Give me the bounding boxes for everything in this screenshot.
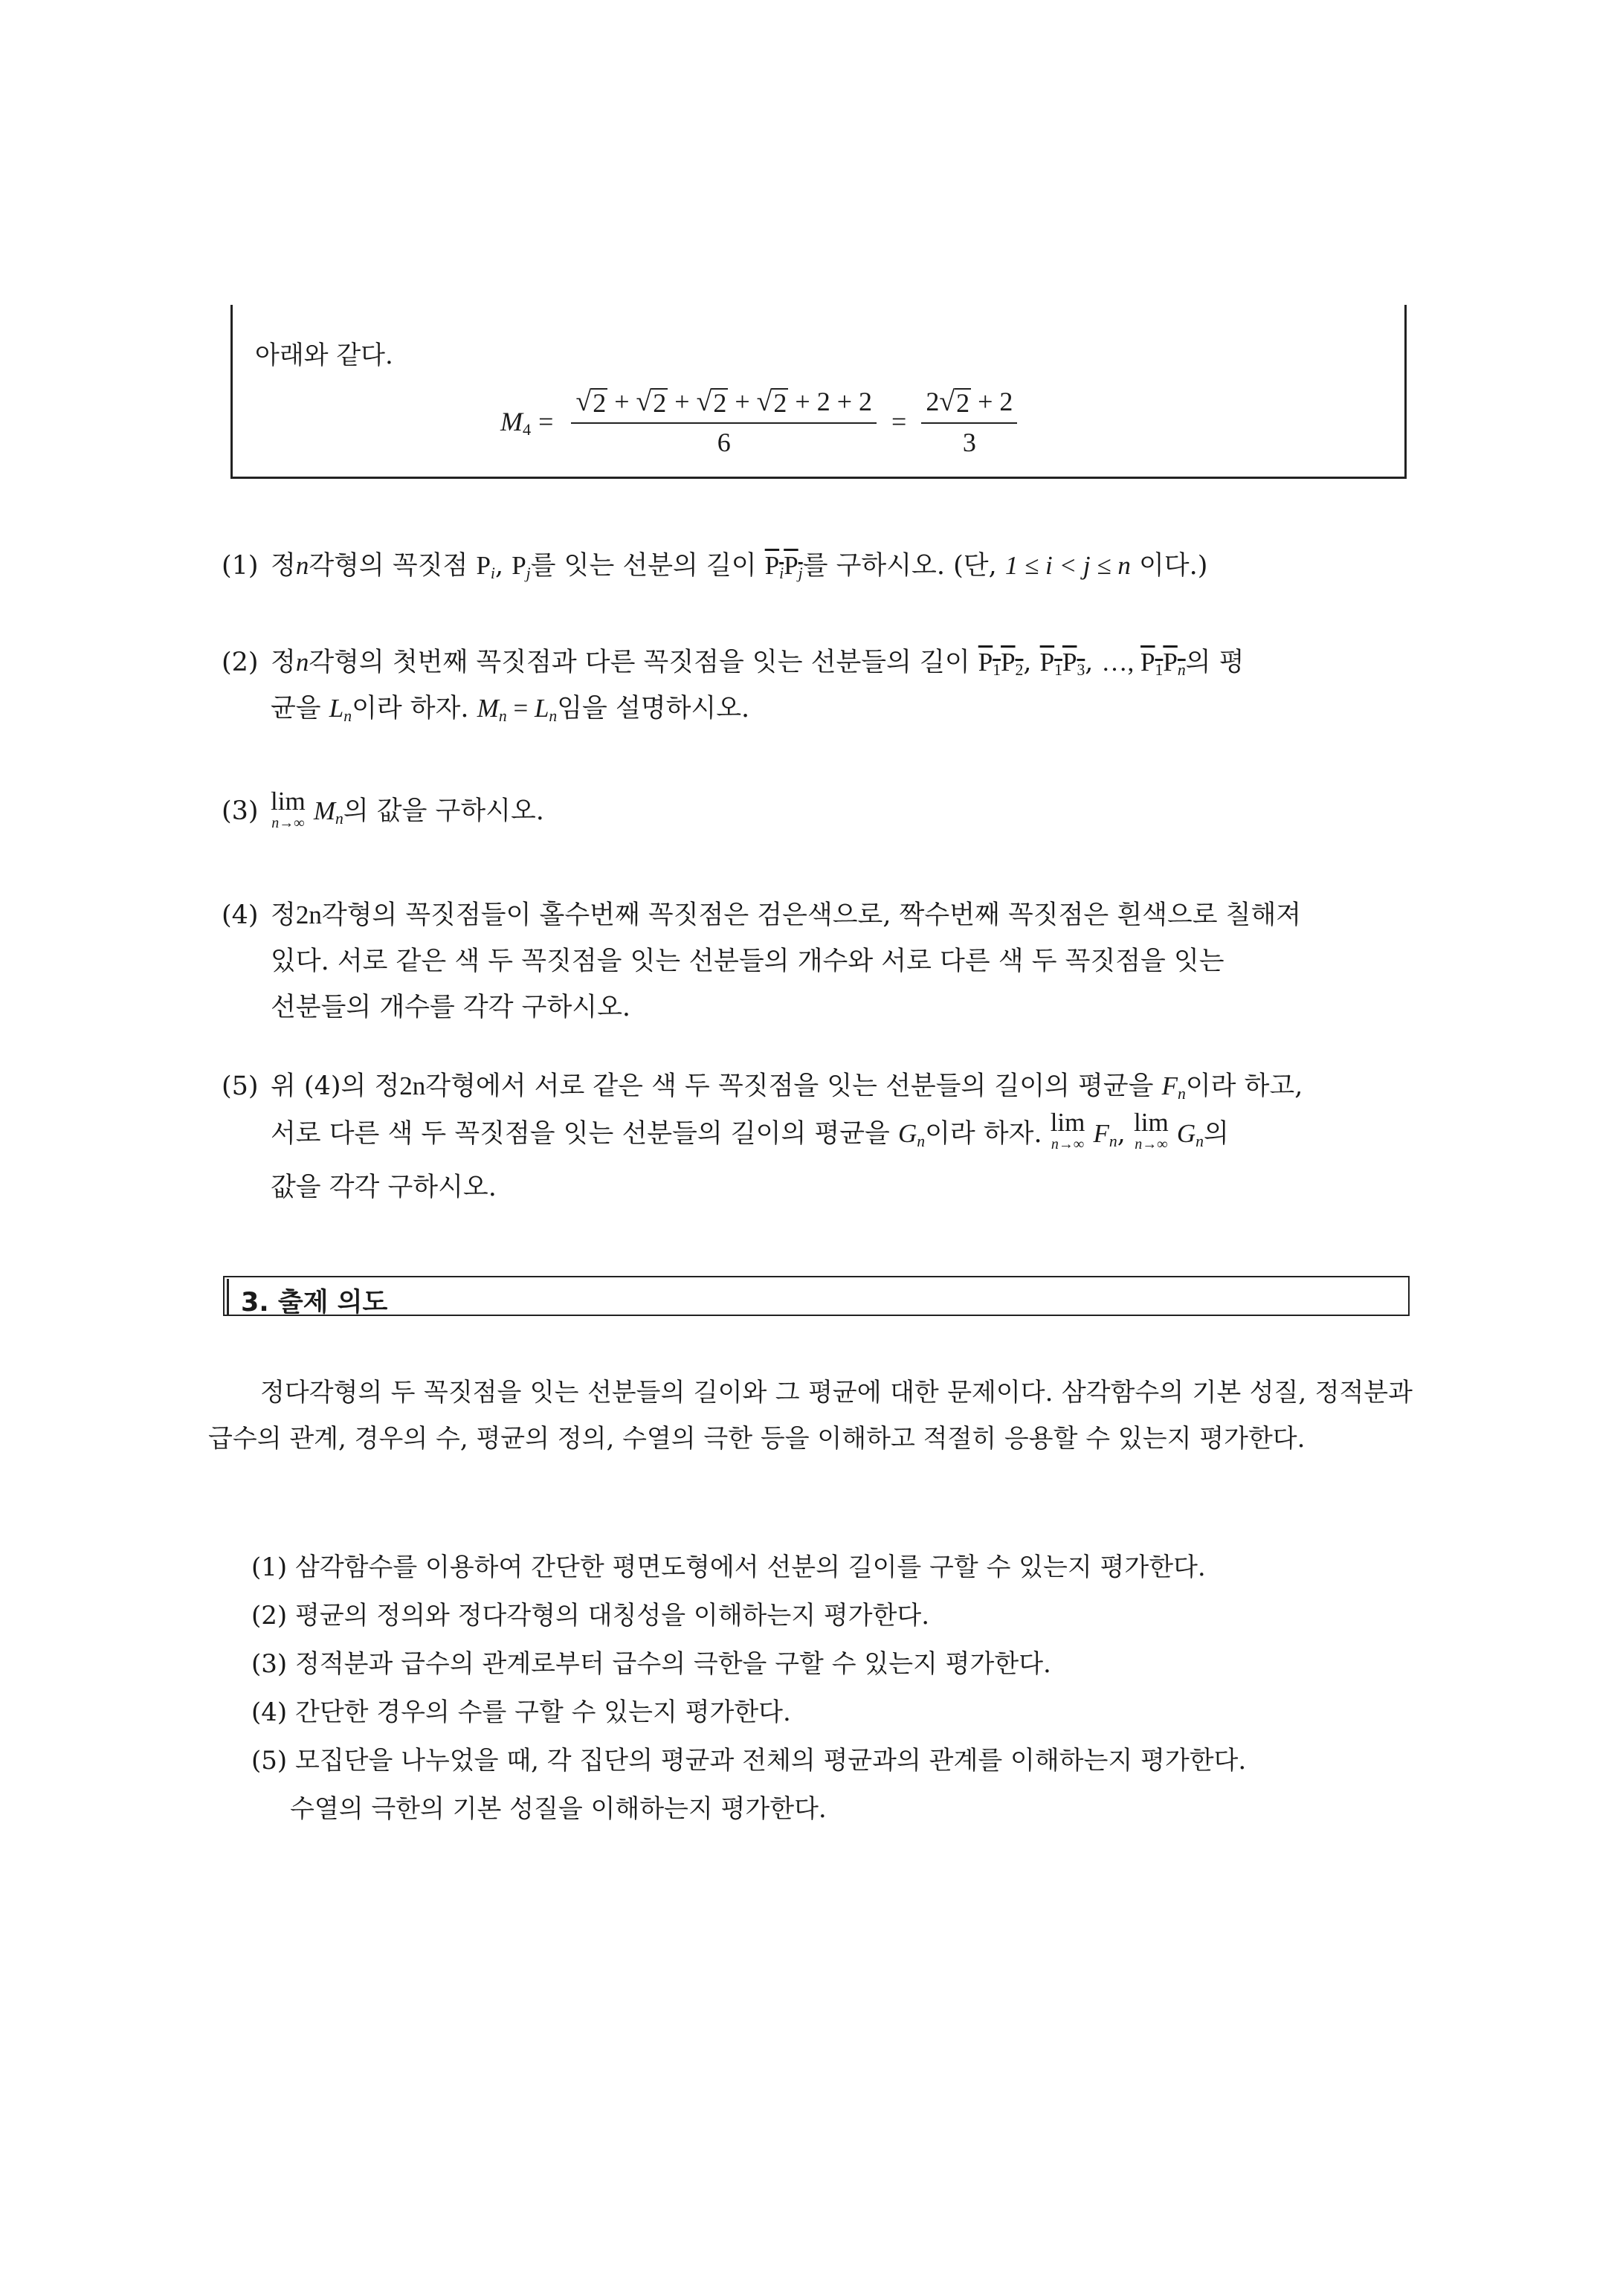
point-pj: $P_j$ <box>512 551 531 583</box>
fraction-1: √ 2 + √ 2 + √ 2 + √ 2 + 2 + 2 6 <box>571 385 877 458</box>
equals-sign: = <box>538 407 554 436</box>
fn-symbol-2: $F_n$ <box>1093 1119 1117 1151</box>
question-3: (3) lim n→∞ $M_n$의 값을 구하시오. <box>222 788 1411 834</box>
point-pi: $P_i$ <box>476 551 495 583</box>
intent-item-2: (2) 평균의 정의와 정다각형의 대칭성을 이해하는지 평가한다. <box>251 1601 930 1631</box>
segment-pipj: $P_iP_j$ <box>764 551 803 583</box>
equals-sign-2: = <box>891 407 907 436</box>
fraction-2: 2 √ 2 + 2 3 <box>921 385 1017 458</box>
intent-item-1: (1) 삼각함수를 이용하여 간단한 평면도형에서 선분의 길이를 구할 수 있는지 평가한다. <box>251 1552 1206 1582</box>
intent-item-5-continued: 수열의 극한의 기본 성질을 이해하는지 평가한다. <box>290 1794 827 1824</box>
question-number: (4) <box>222 900 259 930</box>
intent-item-3: (3) 정적분과 급수의 관계로부터 급수의 극한을 구할 수 있는지 평가한다. <box>251 1649 1051 1679</box>
segment-p1pn: $P_1P_n$ <box>1140 648 1186 680</box>
m4-formula <box>500 385 1027 458</box>
question-number: (3) <box>222 796 259 826</box>
formula-box <box>230 305 1407 479</box>
limit-operator-f: lim n→∞ <box>1050 1108 1085 1152</box>
section-header-bar <box>223 1276 1410 1316</box>
question-2: (2) 정n각형의 첫번째 꼭짓점과 다른 꼭짓점을 잇는 선분들의 길이 $P_1P_2$, $P_1P_3$, …, $P_1P_n$의 평 균을 $L_n$이라 하자. $M_n = L_n$임을 설명하시오. <box>222 639 1411 732</box>
intent-item-5: (5) 모집단을 나누었을 때, 각 집단의 평균과 전체의 평균과의 관계를 이해하는지 평가한다. <box>251 1746 1247 1776</box>
ln-symbol-2: $L_n$ <box>534 694 558 726</box>
section-title: 3. 출제 의도 <box>241 1288 388 1318</box>
intent-item-4: (4) 간단한 경우의 수를 구할 수 있는지 평가한다. <box>251 1697 791 1727</box>
m4-symbol: $M_4$ <box>500 407 532 439</box>
segment-p1p3: $P_1P_3$ <box>1039 648 1085 680</box>
ln-symbol: $L_n$ <box>329 694 352 726</box>
fn-symbol: $F_n$ <box>1161 1071 1186 1103</box>
intent-paragraph: 정다각형의 두 꼭짓점을 잇는 선분들의 길이와 그 평균에 대한 문제이다. 삼각함수의 기본 성질, 정적분과 급수의 관계, 경우의 수, 평균의 정의, 수열의 극한 등을 이해하고 적절히 응용할 수 있는지 평가한다. <box>208 1378 1413 1454</box>
gn-symbol: $G_n$ <box>897 1119 926 1151</box>
question-4: (4) 정2n각형의 꼭짓점들이 홀수번째 꼭짓점은 검은색으로, 짝수번째 꼭짓점은 흰색으로 칠해져 있다. 서로 같은 색 두 꼭짓점을 잇는 선분들의 개수와 서로 다른 색 두 꼭짓점을 잇는 선분들의 개수를 각각 구하시오. <box>222 892 1411 1031</box>
question-1: (1) 정n각형의 꼭짓점 $P_i$, $P_j$를 잇는 선분의 길이 $P_iP_j$를 구하시오. (단, 1 ≤ i < j ≤ n 이다.) <box>222 543 1411 589</box>
limit-operator-g: lim n→∞ <box>1134 1108 1169 1152</box>
question-number: (2) <box>222 648 259 677</box>
mn-symbol: $M_n$ <box>477 694 507 726</box>
question-number: (5) <box>222 1071 259 1101</box>
limit-operator: lim n→∞ <box>271 787 306 831</box>
index-condition: 1 ≤ i < j ≤ n <box>1004 551 1131 580</box>
segment-p1p2: $P_1P_2$ <box>978 648 1024 680</box>
question-number: (1) <box>222 551 259 581</box>
question-5: (5) 위 (4)의 정2n각형에서 서로 같은 색 두 꼭짓점을 잇는 선분들의 길이의 평균을 $F_n$이라 하고, 서로 다른 색 두 꼭짓점을 잇는 선분들의 길이의 평균을 $G_n$이라 하자. lim n→∞ $F_n$, lim n→∞ $G_n$의 값을 각각 구하시오. <box>222 1063 1411 1210</box>
gn-symbol-2: $G_n$ <box>1176 1119 1204 1151</box>
mn-symbol: $M_n$ <box>313 796 343 828</box>
box-intro-text: 아래와 같다. <box>255 341 393 370</box>
